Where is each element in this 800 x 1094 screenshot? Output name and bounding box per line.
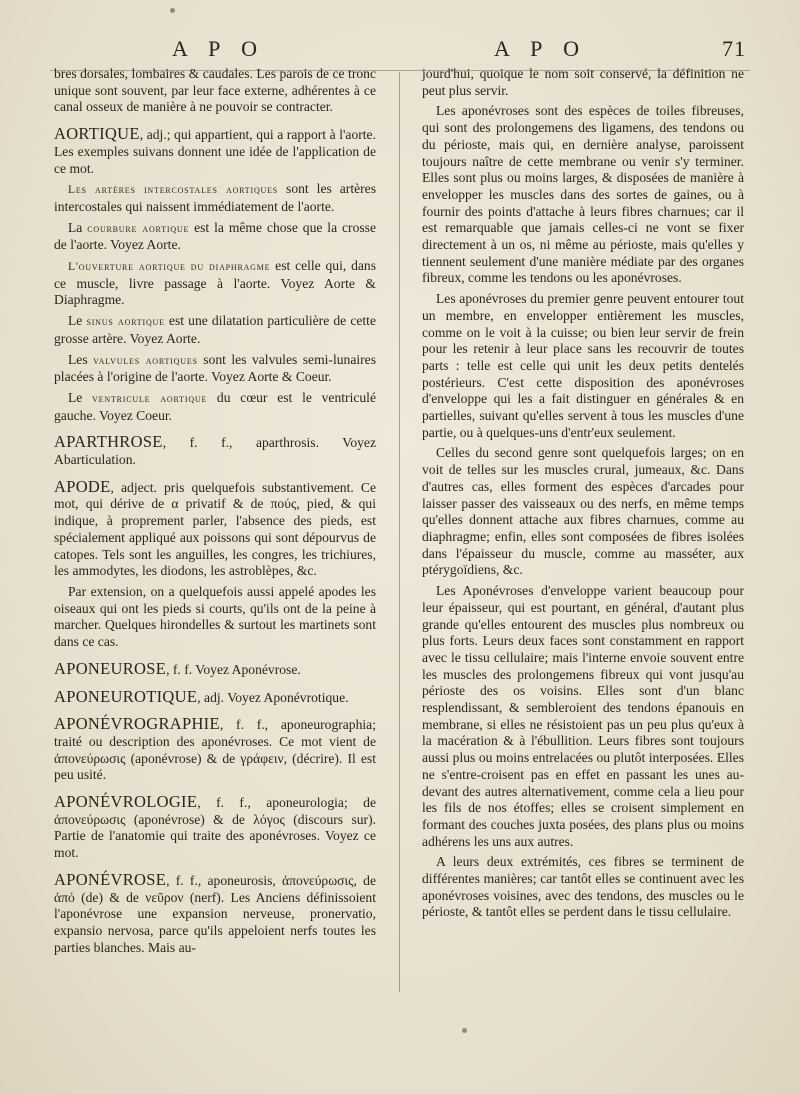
dictionary-entry (54, 434, 376, 468)
paragraph (54, 352, 376, 386)
dictionary-entry (54, 869, 376, 957)
entry-headword: APONÉVROGRAPHIE (54, 714, 220, 734)
dictionary-entry (54, 716, 376, 784)
paragraph-lead: Le (68, 389, 93, 405)
entry-definition: , adj. Voyez Aponévrotique. (197, 689, 349, 705)
paragraph (54, 220, 376, 254)
entry-headword: APONÉVROLOGIE (54, 792, 198, 812)
dictionary-entry (54, 126, 376, 177)
page-number: 71 (722, 36, 746, 61)
entry-headword: APONEUROTIQUE (54, 686, 198, 706)
column-divider (399, 72, 400, 992)
paragraph (422, 291, 744, 441)
paragraph (54, 390, 376, 424)
entry-definition: , f. f., aponeurosis, ἀπονεύρωσις, de ἀπό (de) & de νεῦρον (nerf). Les Anciens définissoient l'aponévrose une expansion nerveuse, pronervatio, expansio nervosa, parce qu'ils appeloient nerfs toutes les parties blanches. Mais au- (54, 872, 376, 955)
entry-definition: , f. f., aponeurologia; de ἀπονεύρωσις (aponévrose) & de λόγος (discours sur). Partie de l'anatomie qui traite des aponévroses. Voyez ce mot. (54, 795, 376, 861)
entry-definition: , adj.; qui appartient, qui a rapport à l'aorte. Les exemples suivans donnent une idée de l'application de ce mot. (54, 127, 376, 176)
entry-definition: , adject. pris quelquefois substantivement. Ce mot, qui dérive de α privatif & de πούς, pied, & qui indique, à proprement parler, l'absence des pieds, est spécialement appliqué aux poissons qui sont dépourvus de catopes. Tels sont les anguilles, les congres, les trichiures, les ammodytes, les diodons, les astroblèpes, &c. (54, 479, 376, 579)
paragraph (54, 258, 376, 309)
paragraph-lead: Les (68, 351, 94, 367)
term-small-caps: L'ouverture aortique du diaphragme (68, 261, 271, 274)
running-head-right: A P O (494, 36, 587, 61)
paragraph-text: du cœur est le ventriculé gauche. Voyez Coeur. (54, 389, 376, 423)
paragraph-text: bres dorsales, lombaires & caudales. Les parois de ce tronc unique sont souvent, par leur face externe, adhérentes à ce canal osseux de manière à ne pouvoir se contracter. (54, 66, 376, 115)
paragraph-text: sont les artères intercostales qui naissent immédiatement de l'aorte. (54, 181, 376, 214)
paragraph (54, 584, 376, 651)
term-small-caps: valvules aortiques (93, 354, 198, 367)
entry-headword: APONEUROSE (54, 658, 167, 678)
term-small-caps: ventricule aortique (92, 392, 208, 405)
dictionary-entry (54, 658, 376, 679)
paragraph-text: sont les valvules semi-lunaires placées à l'origine de l'aorte. Voyez Aorte & Coeur. (54, 351, 376, 385)
entry-headword: APODE (54, 476, 111, 496)
paragraph-lead: La (68, 219, 88, 235)
running-head (0, 36, 800, 66)
term-small-caps: courbure aortique (87, 222, 190, 235)
paragraph-text: Les aponévroses du premier genre peuvent entourer tout un membre, en envelopper entièrement les muscles, comme on le voit à la cuisse; ou bien leur servir de frein pour les retenir à leur place sans les recouvrir de toutes parts : telle est celle qui unit les deux petits dentelés postérieurs. C'est cette disposition des aponévroses d'enveloppe qui les a fait distinguer en générales & en partielles, suivant qu'elles servent à tous les muscles d'une partie, ou à quelques-uns d'entr'eux seulement. (422, 291, 744, 440)
paragraph (422, 583, 744, 850)
paragraph-text: A leurs deux extrémités, ces fibres se terminent de différentes manières; car tantôt elles se continuent avec les aponévroses voisines, avec des tendons, des muscles ou le périoste, & tantôt elles se perdent dans le tissu cellulaire. (422, 854, 744, 920)
paragraph (54, 181, 376, 215)
right-column (422, 66, 744, 921)
paragraph-lead: Le (68, 313, 87, 329)
paragraph (54, 313, 376, 347)
dictionary-entry (54, 686, 376, 707)
ink-spot (462, 1028, 467, 1033)
running-head-left: A P O (172, 36, 265, 61)
left-column (54, 66, 376, 956)
entry-headword: AORTIQUE (54, 124, 140, 144)
term-small-caps: sinus aortique (86, 316, 165, 329)
dictionary-entry (54, 794, 376, 862)
paragraph (422, 445, 744, 579)
paragraph-continued (54, 66, 376, 116)
paragraph-continued (422, 66, 744, 99)
paragraph (422, 854, 744, 921)
paragraph-text: Les aponévroses sont des espèces de toiles fibreuses, qui sont des prolongemens des ligamens, des tendons ou du périoste, mais qui, en dernière analyse, paroissent toujours naître de cette membrane ou venir s'y terminer. Elles sont plus ou moins larges, & disposées de manière à envelopper les muscles dans des sortes de gaines, ou à fournir des points d'attache à leurs fibres charnues; car il est remarquable que jamais celles-ci ne vont se fixer directement à un os, ni même au périoste, mais qu'elles y tiennent seulement d'une manière médiate par des organes fibreux, comme les tendons ou les aponévroses. (422, 103, 744, 286)
entry-definition: , f. f. Voyez Aponévrose. (166, 661, 301, 677)
paragraph (422, 103, 744, 287)
paragraph-text: est une dilatation particulière de cette grosse artère. Voyez Aorte. (54, 313, 376, 346)
dictionary-entry (54, 476, 376, 580)
paragraph-text: est celle qui, dans ce muscle, livre passage à l'aorte. Voyez Aorte & Diaphragme. (54, 258, 376, 308)
term-small-caps: Les artères intercostales aortiques (68, 184, 279, 197)
paragraph-text: Par extension, on a quelquefois aussi appelé apodes les oiseaux qui ont les pieds si courts, qu'ils ont de la peine à marcher. Quelques hirondelles & surtout les martinets sont dans ce cas. (54, 583, 376, 650)
paragraph-text: Les Aponévroses d'enveloppe varient beaucoup pour leur épaisseur, qui est pourtant, en général, d'autant plus grande qu'elles entourent des muscles plus nombreux ou plus forts. Leurs deux faces sont constamment en rapport avec le tissu cellulaire; mais l'interne envoie souvent entre les muscles des prolongemens fibreux qui vont jusqu'au périoste des os voisins. Elles sont d'un blanc resplendissant, & sembleroient des tendons épanouis en membrane, si elles ne résistoient pas un peu plus qu'eux à la macération & à l'ébullition. Leurs fibres sont toujours aussi plus ou moins entrelacées ou plutôt interposées. Elles ne s'entre-croisent pas en effet en passant les unes au-devant des autres alternativement, comme cela a lieu pour les fils de nos étoffes; elles se croisent simplement en formant des couches juxta posées, des plans plus ou moins adhérens les uns aux autres. (422, 583, 744, 849)
entry-headword: APARTHROSE (54, 432, 163, 452)
entry-definition: , f. f., aparthrosis. Voyez Abarticulation. (54, 435, 376, 468)
paragraph-text: jourd'hui, quoique le nom soit conservé, la définition ne peut plus servir. (422, 66, 744, 98)
entry-definition: , f. f., aponeurographia; traité ou description des aponévroses. Ce mot vient de ἀπονεύρωσις (aponévrose) & de γράφειν, (décrire). Il est peu usité. (54, 717, 376, 783)
paragraph-text: est la même chose que la crosse de l'aorte. Voyez Aorte. (54, 219, 376, 253)
paragraph-text: Celles du second genre sont quelquefois larges; on en voit de telles sur les muscles crural, jumeaux, &c. Dans d'autres cas, elles forment des espèces d'arcades pour laisser passer des vaisseaux ou des nerfs, en même temps qu'elles donnent attache aux fibres charnues, comme au diaphragme; enfin, elles sont composées de fibres isolées dans l'épaisseur du muscle, comme au masséter, aux ptérygoïdiens, &c. (422, 445, 744, 578)
ink-spot (170, 8, 175, 13)
entry-headword: APONÉVROSE (54, 869, 167, 889)
